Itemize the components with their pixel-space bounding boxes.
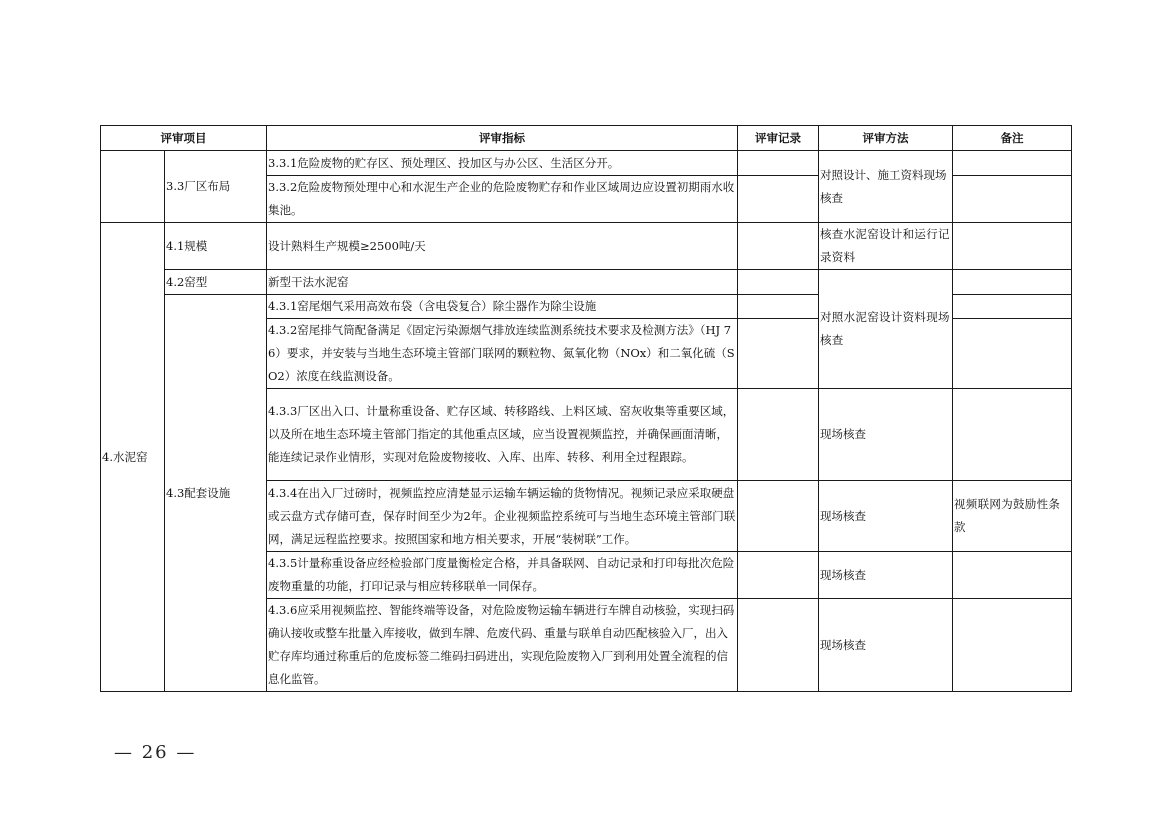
method-cell: 现场核查 bbox=[819, 552, 953, 599]
remark-cell bbox=[953, 552, 1072, 599]
table-header-row bbox=[101, 126, 1072, 151]
remark-cell bbox=[953, 223, 1072, 270]
indicator-cell: 设计熟料生产规模≥2500吨/天 bbox=[267, 223, 738, 270]
indicator-cell: 4.3.2窑尾排气筒配备满足《固定污染源烟气排放连续监测系统技术要求及检测方法》（HJ 76）要求，并安装与当地生态环境主管部门联网的颗粒物、氮氧化物（NOx）和二氧化硫（SO2）浓度在线监测设备。 bbox=[267, 319, 738, 389]
header-item: 评审项目 bbox=[101, 126, 267, 151]
header-method: 评审方法 bbox=[819, 126, 953, 151]
remark-cell bbox=[953, 176, 1072, 223]
subcategory-cell: 4.2窑型 bbox=[165, 270, 267, 295]
indicator-cell: 4.3.1窑尾烟气采用高效布袋（含电袋复合）除尘器作为除尘设施 bbox=[267, 295, 738, 319]
indicator-cell: 4.3.6应采用视频监控、智能终端等设备，对危险废物运输车辆进行车牌自动核验，实现扫码确认接收或整车批量入库接收，做到车牌、危废代码、重量与联单自动匹配核验入厂，出入贮存库均通过称重后的危废标签二维码扫码进出，实现危险废物入厂到利用处置全流程的信息化监管。 bbox=[267, 599, 738, 692]
remark-cell bbox=[953, 151, 1072, 176]
indicator-cell: 新型干法水泥窑 bbox=[267, 270, 738, 295]
table-row bbox=[101, 151, 1072, 176]
indicator-cell: 3.3.2危险废物预处理中心和水泥生产企业的危险废物贮存和作业区域周边应设置初期雨水收集池。 bbox=[267, 176, 738, 223]
remark-cell bbox=[953, 389, 1072, 481]
subcategory-cell: 3.3厂区布局 bbox=[165, 151, 267, 223]
subcategory-cell: 4.3配套设施 bbox=[165, 295, 267, 692]
table-row bbox=[101, 270, 1072, 295]
header-indicator: 评审指标 bbox=[267, 126, 738, 151]
remark-cell bbox=[953, 270, 1072, 295]
indicator-cell: 4.3.3厂区出入口、计量称重设备、贮存区域、转移路线、上料区域、窑灰收集等重要区域，以及所在地生态环境主管部门指定的其他重点区域，应当设置视频监控，并确保画面清晰，能连续记录作业情形，实现对危险废物接收、入库、出库、转移、利用全过程跟踪。 bbox=[267, 389, 738, 481]
record-cell bbox=[738, 223, 819, 270]
method-cell: 现场核查 bbox=[819, 481, 953, 552]
indicator-cell: 4.3.5计量称重设备应经检验部门度量衡检定合格，并具备联网、自动记录和打印每批次危险废物重量的功能，打印记录与相应转移联单一同保存。 bbox=[267, 552, 738, 599]
record-cell bbox=[738, 552, 819, 599]
review-table bbox=[100, 125, 1072, 692]
indicator-cell: 3.3.1危险废物的贮存区、预处理区、投加区与办公区、生活区分开。 bbox=[267, 151, 738, 176]
record-cell bbox=[738, 151, 819, 176]
remark-cell bbox=[953, 599, 1072, 692]
method-cell: 现场核查 bbox=[819, 599, 953, 692]
record-cell bbox=[738, 319, 819, 389]
remark-cell bbox=[953, 319, 1072, 389]
method-cell: 对照设计、施工资料现场核查 bbox=[819, 151, 953, 223]
record-cell bbox=[738, 176, 819, 223]
record-cell bbox=[738, 599, 819, 692]
indicator-cell: 4.3.4在出入厂过磅时，视频监控应清楚显示运输车辆运输的货物情况。视频记录应采取硬盘或云盘方式存储可查，保存时间至少为2年。企业视频监控系统可与当地生态环境主管部门联网，满足远程监控要求。按照国家和地方相关要求，开展“装树联”工作。 bbox=[267, 481, 738, 552]
method-cell: 对照水泥窑设计资料现场核查 bbox=[819, 270, 953, 389]
remark-cell bbox=[953, 295, 1072, 319]
category-cell bbox=[101, 151, 165, 223]
subcategory-cell: 4.1规模 bbox=[165, 223, 267, 270]
record-cell bbox=[738, 481, 819, 552]
record-cell bbox=[738, 270, 819, 295]
record-cell bbox=[738, 389, 819, 481]
header-remark: 备注 bbox=[953, 126, 1072, 151]
record-cell bbox=[738, 295, 819, 319]
method-cell: 现场核查 bbox=[819, 389, 953, 481]
header-record: 评审记录 bbox=[738, 126, 819, 151]
page-number: — 26 — bbox=[114, 742, 197, 763]
category-cell: 4.水泥窑 bbox=[101, 223, 165, 692]
method-cell: 核查水泥窑设计和运行记录资料 bbox=[819, 223, 953, 270]
table-row bbox=[101, 223, 1072, 270]
remark-cell: 视频联网为鼓励性条款 bbox=[953, 481, 1072, 552]
